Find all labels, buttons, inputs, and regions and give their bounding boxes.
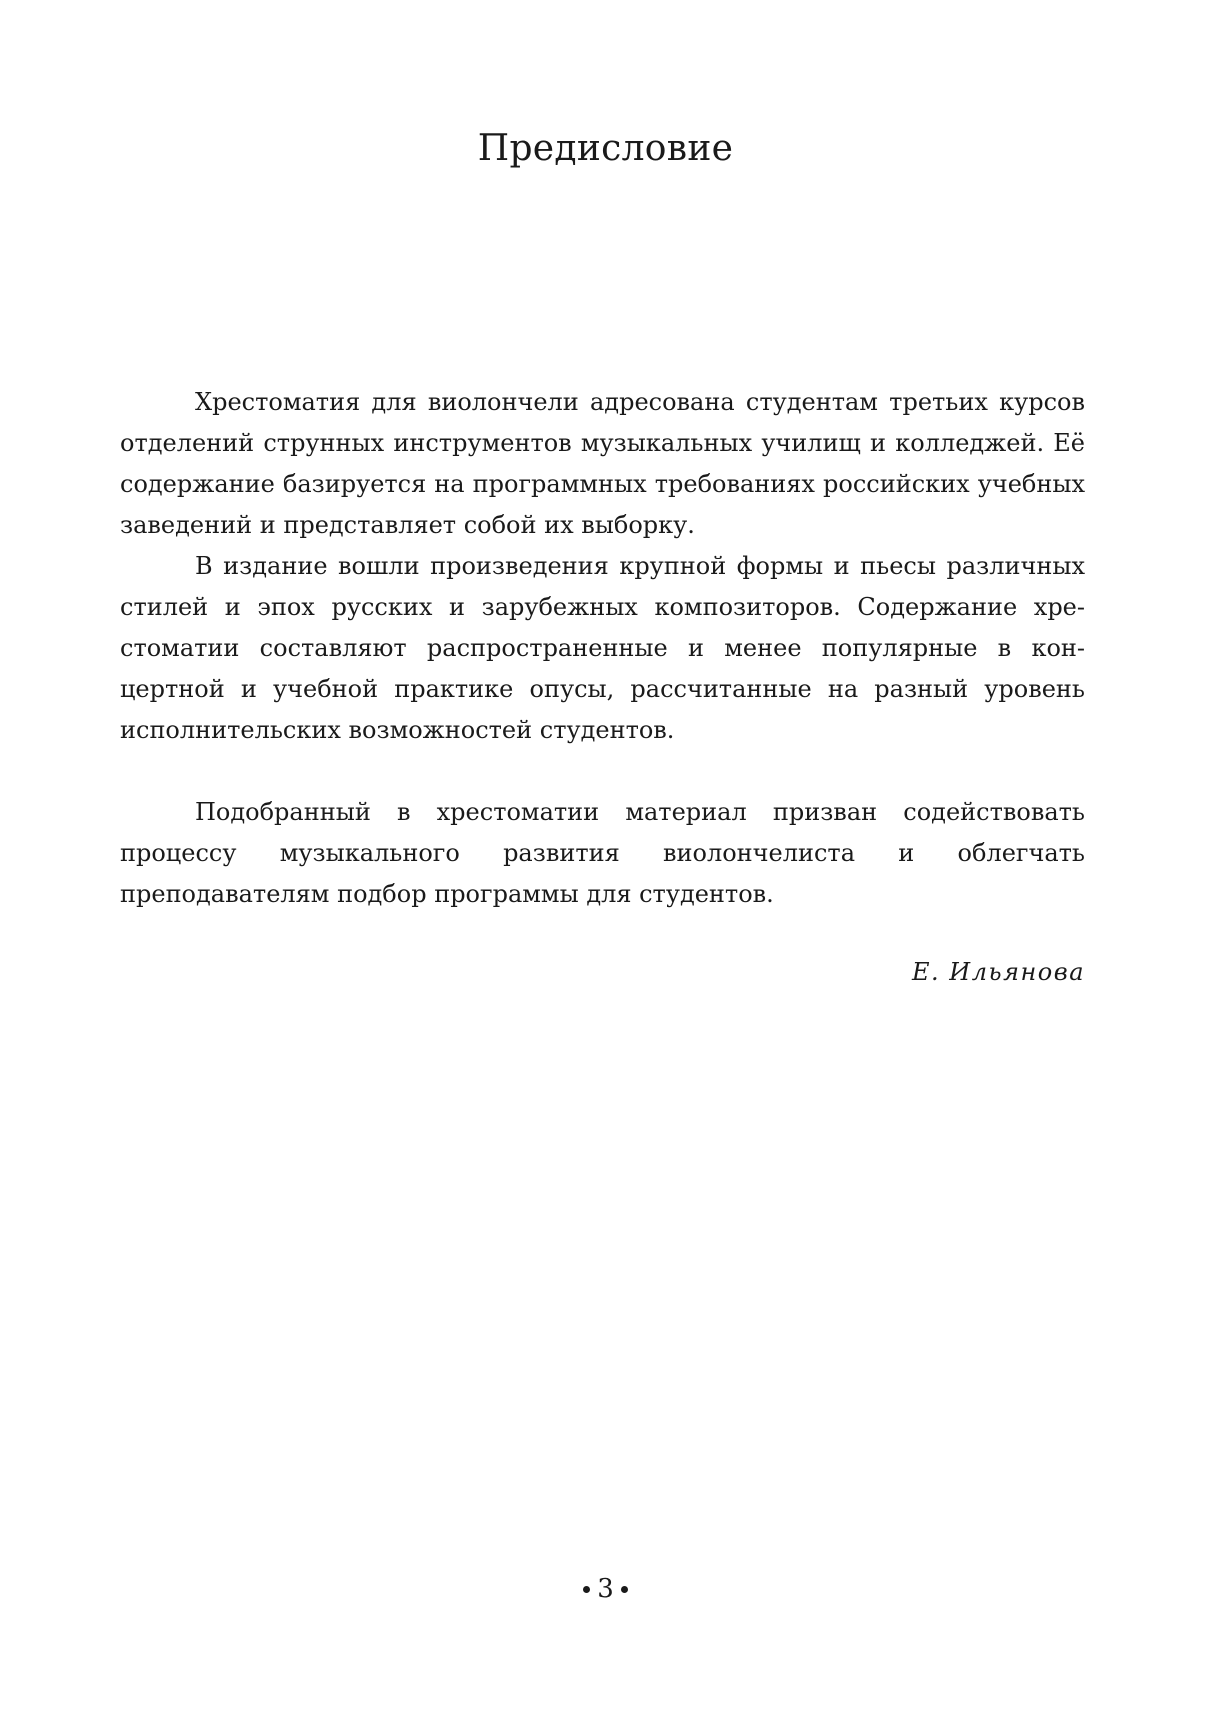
bullet-icon [621,1586,628,1593]
paragraph-1: Хрестоматия для виолончели адресована студентам третьих курсов отделений струнных инструментов музыкальных училищ и колледжей. Её содержание базируется на программных требованиях российских учебных заведений и представляет собой их выборку. [120,388,1085,539]
page-number [0,1574,1211,1604]
paragraph-2: В издание вошли произведения крупной формы и пьесы различных стилей и эпох русских и зарубежных композиторов. Содержание хрестоматии составляют распространенные и менее популярные в концертной и учебной практике опусы, рассчитанные на разный уровень исполнительских возможностей студентов. [120,552,1085,744]
page-title: Предисловие [477,128,734,169]
page-number-value: 3 [597,1574,614,1604]
bullet-icon [583,1586,590,1593]
preface-text-block-2 [120,792,1085,915]
paragraph-3: Подобранный в хрестоматии материал призван содействовать процессу музыкального развития виолончелиста и облегчать преподавателям подбор программы для студентов. [120,798,1085,908]
preface-text-block [120,382,1085,751]
author-signature: Е. Ильянова [912,958,1085,986]
